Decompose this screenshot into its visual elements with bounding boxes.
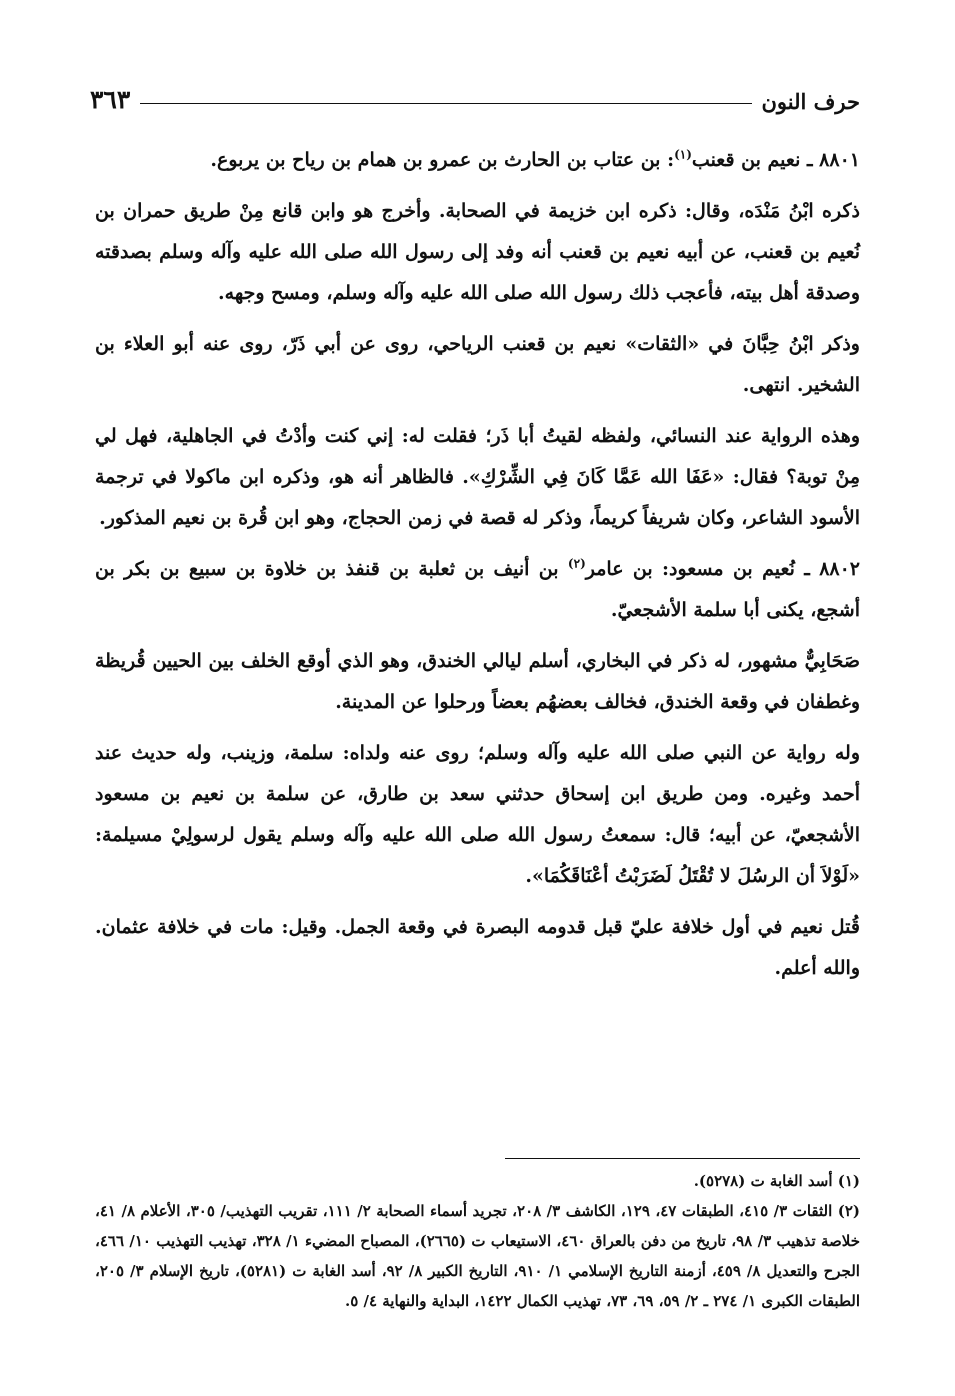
entry-name: نعيم بن قعنب	[691, 149, 801, 171]
main-text	[95, 140, 860, 999]
entry-8802-heading: ٨٨٠٢ ـ نُعيم بن مسعود: بن عامر$^{(٢)}$ بن أنيف بن ثعلبة بن قنفذ بن خلاوة بن سبيع بن بكر بن أشجع، يكنى أبا سلمة الأشجعيّ.	[95, 556, 861, 621]
chapter-title: حرف النون	[761, 89, 860, 114]
entry-number: ٨٨٠١	[819, 149, 860, 171]
entry-lineage: : بن عتاب بن الحارث بن عمرو بن همام بن رياح بن يربوع.	[210, 149, 675, 171]
header-rule	[140, 103, 751, 104]
footnote-2: (٢) الثقات ٣/ ٤١٥، الطبقات ٤٧، ١٢٩، الكاشف ٣/ ٢٠٨، تجريد أسماء الصحابة ٢/ ١١١، تقريب التهذيب/ ٣٠٥، الأعلام ٨/ ٤١، خلاصة تذهيب ٣/ ٩٨، تاريخ من دفن بالعراق ٤٦٠، الاستيعاب ت (٢٦٦٥)، المصباح المضيء ١/ ٣٢٨، تهذيب التهذيب ١٠/ ٤٦٦، الجرح والتعديل ٨/ ٤٥٩، أزمنة التاريخ الإسلامي ١/ ٩١٠، التاريخ الكبير ٨/ ٩٢، أسد الغابة ت (٥٢٨١)، تاريخ الإسلام ٣/ ٢٠٥، الطبقات الكبرى ١/ ٢٧٤ ـ ٢/ ٥٩، ٦٩، ٧٣، تهذيب الكمال ١٤٢٢، البداية والنهاية ٤/ ٥.	[95, 1202, 861, 1310]
paragraph: وذكر ابْنُ حِبَّانَ في «الثقات» نعيم بن قعنب الرياحي، روى عن أبي ذَرّ، روى عنه أبو العلاء بن الشخير. انتهى.	[95, 333, 860, 396]
paragraph: صَحَابِيٌّ مشهور، له ذكر في البخاري، أسلم ليالي الخندق، وهو الذي أوقع الخلف بين الحيين قُريظة وغطفان في وقعة الخندق، فخالف بعضهُم بعضاً ورحلوا عن المدينة.	[95, 650, 860, 713]
footnotes	[95, 1166, 860, 1316]
footnote-ref: (٢)	[567, 556, 586, 571]
page-header	[90, 78, 860, 114]
paragraph: وله رواية عن النبي صلى الله عليه وآله وسلم؛ روى عنه ولداه: سلمة، وزينب، وله حديث عند أحمد وغيره. ومن طريق ابن إسحاق حدثني سعد بن طارق، عن سلمة بن نعيم بن مسعود الأشجعيّ، عن أبيه؛ قال: سمعتُ رسول الله صلى الله عليه وآله وسلم يقول لرسولِيْ مسيلمة: «لَوْلاَ أن الرسُلَ لا تُقْتَلُ لَضَرَبْتُ أعْنَاقَكُمَا».	[95, 742, 860, 887]
entry-number: ٨٨٠٢	[819, 558, 861, 580]
entry-lineage-pre: : بن عامر	[585, 558, 670, 580]
entry-lineage: بن أنيف بن ثعلبة بن قنفذ بن خلاوة بن سبيع بن بكر بن أشجع، يكنى أبا سلمة الأشجعيّ.	[95, 558, 860, 621]
paragraph: ذكره ابْنُ مَنْدَه، وقال: ذكره ابن خزيمة في الصحابة. وأخرج هو وابن قانع مِنْ طريق حمران بن نُعيم بن قعنب، عن أبيه نعيم بن قعنب أنه وفد إلى رسول الله صلى الله عليه وآله وسلم بصدقته وصدقة أهل بيته، فأعجب ذلك رسول الله صلى الله عليه وآله وسلم، ومسح وجهه.	[95, 200, 860, 304]
page-number: ٣٦٣	[90, 85, 131, 114]
footnote-1: (١) أسد الغابة ت (٥٢٧٨).	[693, 1172, 860, 1190]
entry-8801-heading: ٨٨٠١ ـ نعيم بن قعنب$^{(١)}$: بن عتاب بن الحارث بن عمرو بن همام بن رياح بن يربوع.	[210, 147, 860, 171]
footnote-separator	[505, 1158, 860, 1159]
paragraph: وهذه الرواية عند النسائي، ولفظه لقيتُ أبا ذَر؛ فقلت له: إني كنت وأدْتُ في الجاهلية، فهل لي مِنْ توبة؟ فقال: «عَفَا الله عَمَّا كَانَ فِي الشِّرْكِ». فالظاهر أنه هو، وذكره ابن ماكولا في ترجمة الأسود الشاعر، وكان شريفاً كريماً، وذكر له قصة في زمن الحجاج، وهو ابن قُرة بن نعيم المذكور.	[95, 425, 860, 529]
entry-name: نُعيم بن مسعود	[669, 558, 795, 580]
footnote-ref: (١)	[674, 147, 692, 162]
paragraph: قُتل نعيم في أول خلافة عليّ قبل قدومه البصرة في وقعة الجمل. وقيل: مات في خلافة عثمان. والله أعلم.	[95, 916, 860, 979]
